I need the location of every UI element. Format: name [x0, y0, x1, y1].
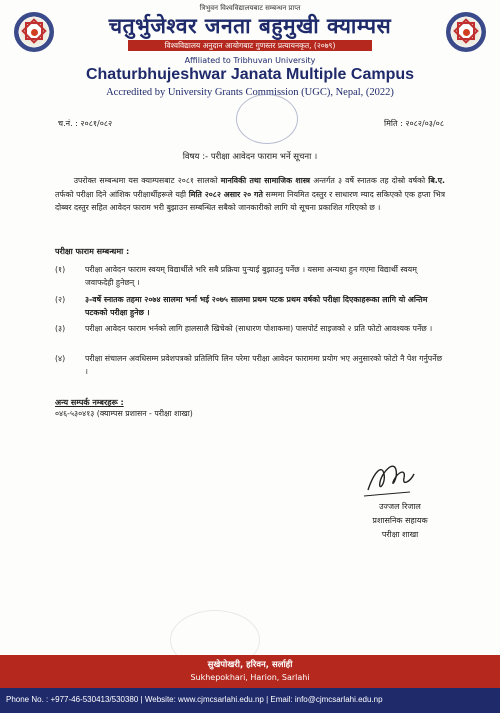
- footer-address-en: Sukhepokhari, Harion, Sarlahi: [190, 673, 310, 682]
- notice-body: [55, 174, 445, 215]
- university-affiliation-np: त्रिभुवन विश्वविद्यालयबाट सम्बन्धन प्राप्त: [199, 4, 301, 12]
- campus-logo-right: [446, 12, 486, 52]
- contact-number: ०४६-५३०४१३ (क्याम्पस प्रशासन - परीक्षा शाखा): [55, 409, 193, 418]
- section-heading: परीक्षा फाराम सम्बन्धमा :: [55, 247, 130, 256]
- body-part-3: तर्फको परीक्षा दिने आंशिक परीक्षार्थीहरूले यही: [55, 189, 187, 199]
- list-item-text: परीक्षा संचालन अवधिसम्म प्रवेशपत्रको प्रतिलिपि लिन परेमा परीक्षा आवेदन फाराममा प्रयोग भए अनुसारको फोटो नै पेश गर्नुपर्नेछ ।: [85, 354, 443, 376]
- reference-number: च.नं. : २०८१/०८२: [58, 119, 113, 128]
- body-part-4: सम्ममा नियमित दस्तुर र साधारण म्याद सकिएको एक हप्ता भित्र दोब्बर दस्तुर सहित आवेदन फाराम भरी बुझाउन सम्बन्धित सबैको जानकारीको लागि यो सूचना प्रकाशित गरिएको छ ।: [55, 189, 446, 212]
- notice-subject: विषय :- परीक्षा आवेदन फाराम भर्ने सूचना ।: [182, 152, 318, 162]
- footer-contact-info: Phone No. : +977-46-530413/530380 | Website: www.cjmcsarlahi.edu.np | Email: info@cjmcsarlahi.edu.np: [6, 695, 383, 704]
- list-item-number: (४): [55, 354, 66, 363]
- contact-heading: अन्य सम्पर्क नम्बरहरू :: [55, 398, 124, 407]
- signatory-block: [330, 500, 470, 542]
- affiliation-en: Affiliated to Tribhuvan University: [184, 56, 316, 65]
- logo-center-icon: [463, 29, 470, 36]
- footer-address-np: सुखेपोखरी, हरिवन, सर्लाही: [207, 660, 293, 670]
- signatory-name: उज्जल रिजाल: [379, 502, 421, 511]
- list-item-number: (२): [55, 295, 66, 304]
- list-item-text: परीक्षा आवेदन फाराम भर्नको लागि हालसालै खिचेको (साधारण पोशाकमा) पासपोर्ट साइजको २ प्रति फोटो आवश्यक पर्नेछ ।: [85, 324, 433, 333]
- campus-title-np: चतुर्भुजेश्वर जनता बहुमुखी क्याम्पस: [108, 14, 392, 38]
- footer: [0, 655, 500, 713]
- list-item-text: ३-वर्षे स्नातक तहमा २०७४ सालमा भर्ना भई २०७५ सालमा प्रथम पटक प्रथम वर्षको परीक्षा दिएकाहरूका लागि यो अन्तिम पटकको परीक्षा हुनेछ ।: [85, 295, 428, 317]
- body-part-2: अन्तर्गत ३ वर्षे स्नातक तह दोस्रो वर्षको: [313, 176, 426, 185]
- body-part-1: उपरोक्त सम्बन्धमा यस क्याम्पसबाट २०८१ सालको: [73, 176, 218, 185]
- logo-center-icon: [31, 29, 38, 36]
- body-faculty-bold: मानविकी तथा सामाजिक शास्त्र: [220, 176, 311, 185]
- body-program-bold: बि.ए.: [428, 176, 446, 185]
- body-deadline-bold: मिति २०८२ असार २० गते: [188, 189, 263, 199]
- campus-subtitle-np: विश्वविद्यालय अनुदान आयोगबाट गुणस्तर प्रत्यायनकृत, (२०७९): [164, 41, 336, 50]
- list-item-number: (३): [55, 324, 66, 333]
- list-item-text: परीक्षा आवेदन फाराम स्वयम् विद्यार्थीले भरि सबै प्रक्रिया पुर्‍याई बुझाउनु पर्नेछ । यसमा अन्यथा हुन गएमा विद्यार्थी स्वयम् जवाफदेही हुनेछन् ।: [85, 265, 417, 287]
- campus-logo-left: [14, 12, 54, 52]
- list-item-number: (१): [55, 265, 66, 274]
- reference-date: मिति : २०८२/०३/०८: [384, 119, 444, 128]
- accreditation-line: Accredited by University Grants Commission (UGC), Nepal, (2022): [106, 87, 394, 98]
- campus-title-en: Chaturbhujeshwar Janata Multiple Campus: [85, 66, 415, 83]
- campus-stamp-top: [236, 94, 298, 144]
- signatory-department: परीक्षा शाखा: [381, 530, 419, 539]
- letterhead: [0, 0, 500, 108]
- signature-icon: [360, 452, 420, 500]
- signatory-title: प्रशासनिक सहायक: [372, 516, 428, 525]
